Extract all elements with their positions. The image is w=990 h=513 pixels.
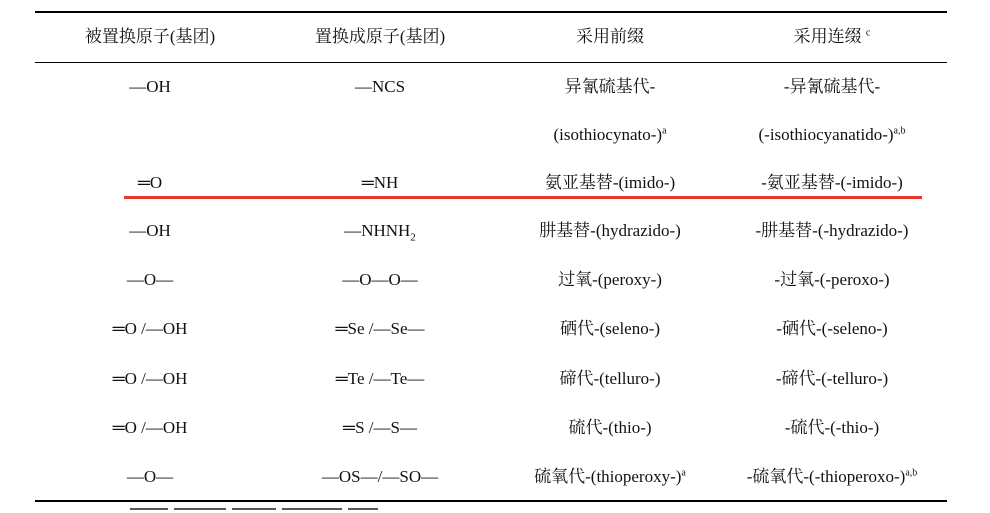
table-cell: —OH	[129, 221, 171, 240]
table-cell: ═Se /—Se—	[335, 319, 425, 338]
table-cell: ═Te /—Te—	[335, 369, 425, 388]
table-cell: —NCS	[354, 77, 406, 96]
header-replacing-group: 置换成原子(基团)	[314, 27, 446, 46]
table-cell: -氨亚基替-(-imido-)	[761, 173, 903, 192]
table-cell: —O—O—	[342, 270, 418, 289]
table-cell: —O—	[126, 270, 174, 289]
cropped-footnote-text	[130, 506, 450, 513]
footnote-mark: a	[681, 467, 686, 479]
table-cell: (isothiocynato-)$^a$	[553, 125, 667, 144]
header-replaced-group: 被置换原子(基团)	[84, 27, 216, 46]
table-cell: ═O	[137, 173, 163, 192]
table-cell: -碲代-(-telluro-)	[775, 369, 889, 388]
table-cell: 肼基替-(hydrazido-)	[539, 221, 681, 240]
table-cell: 硒代-(seleno-)	[559, 319, 661, 338]
table-top-rule	[35, 11, 947, 13]
header-prefix: 采用前缀	[576, 27, 644, 46]
table-cell: ═O /—OH	[112, 369, 188, 388]
table-cell: -异氰硫基代-	[783, 77, 881, 96]
subscript: 2	[410, 231, 416, 244]
table-cell: 硫代-(thio-)	[568, 418, 652, 437]
table-cell: (-isothiocyanatido-)$^{a,b}$	[758, 125, 906, 144]
table-cell: ═O /—OH	[112, 319, 188, 338]
footnote-mark: a	[662, 125, 667, 137]
table-cell: -硫代-(-thio-)	[784, 418, 880, 437]
table-cell: -硒代-(-seleno-)	[776, 319, 888, 338]
table-cell: —OS—/—SO—	[321, 467, 439, 486]
table-bottom-rule	[35, 500, 947, 502]
table-cell: —OH	[129, 77, 171, 96]
table-cell: 碲代-(telluro-)	[559, 369, 661, 388]
table-cell: 过氧-(peroxy-)	[558, 270, 662, 289]
footnote-mark: a,b	[893, 125, 906, 137]
table-cell: -硫氧代-(-thioperoxo-)$^{a,b}$	[746, 467, 918, 486]
header-infix: 采用连缀 $^c$	[793, 27, 871, 46]
table-cell: -过氧-(-peroxo-)	[774, 270, 890, 289]
table-cell: ═NH	[361, 173, 399, 192]
table-cell: 氨亚基替-(imido-)	[544, 173, 676, 192]
header-footnote-mark: c	[865, 27, 871, 39]
table-cell: ═O /—OH	[112, 418, 188, 437]
table-cell: 硫氧代-(thioperoxy-)$^a$	[534, 467, 686, 486]
footnote-mark: a,b	[905, 467, 918, 479]
table-cell: $—NHNH_2$	[344, 221, 416, 244]
table-cell: —O—	[126, 467, 174, 486]
table-header-rule	[35, 62, 947, 63]
table-cell: 异氰硫基代-	[564, 77, 656, 96]
table-cell: ═S /—S—	[343, 418, 417, 437]
highlight-underline	[124, 196, 922, 199]
table-cell: -肼基替-(-hydrazido-)	[755, 221, 909, 240]
